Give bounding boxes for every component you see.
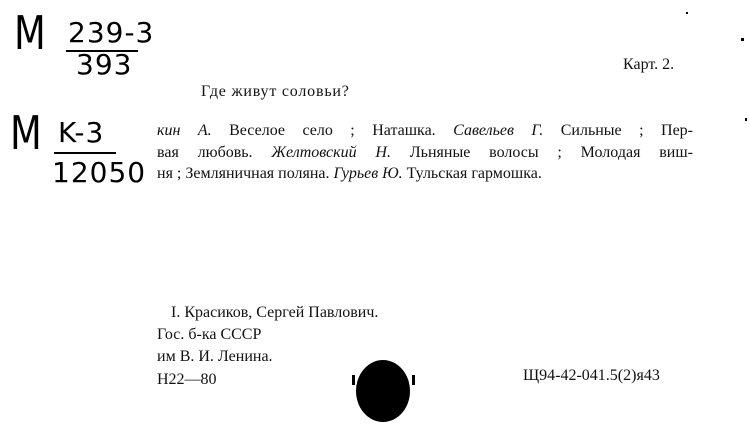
handwritten-shelf-bottom-1: 393 [76,48,133,81]
classification-code: Щ94-42-041.5(2)я43 [523,367,660,384]
handwritten-letter-2: M [10,106,42,160]
handwritten-shelf-top-2: K-3 [58,116,105,149]
contents-author-name: кин А. [157,122,212,139]
contents-text: Льняные волосы ; Молодая виш- [390,143,694,161]
contents-line [157,120,693,142]
library-line-1: Гос. б-ка СССР [157,326,262,343]
handwritten-letter-1: M [14,6,46,60]
handwritten-shelf-top-1: 239-3 [68,16,155,49]
card-punch-hole [356,360,410,422]
contents-text: вая любовь. [157,143,272,161]
contents-author-name: Желтовский Н. [271,143,391,161]
book-title: Где живут соловьи? [201,83,350,100]
contents-author-name: Гурьев Ю. [333,165,403,182]
contents-line [157,142,693,164]
contents-text: Веселое село ; Наташка. [211,122,454,139]
card-code-left: Н22—80 [157,371,217,388]
contents-text: Сильные ; Пер- [543,122,694,139]
contents-author-name: Савельев Г. [453,122,544,139]
card-number: Карт. 2. [623,56,675,73]
author-line: I. Красиков, Сергей Павлович. [171,304,379,321]
library-line-2: им В. И. Ленина. [157,348,273,365]
punch-hole-mark-right [412,375,415,385]
scan-speck [741,38,744,41]
contents-text: ня ; Земляничная поляна. [157,165,334,182]
punch-hole-mark-left [352,375,355,385]
scan-speck [686,12,688,14]
contents-paragraph [157,120,693,185]
contents-text: Тульская гармошка. [402,165,542,182]
scan-speck [745,118,747,121]
handwritten-fraction-line-2 [54,152,116,154]
contents-line [157,163,693,185]
handwritten-shelf-bottom-2: 12050 [52,156,147,189]
